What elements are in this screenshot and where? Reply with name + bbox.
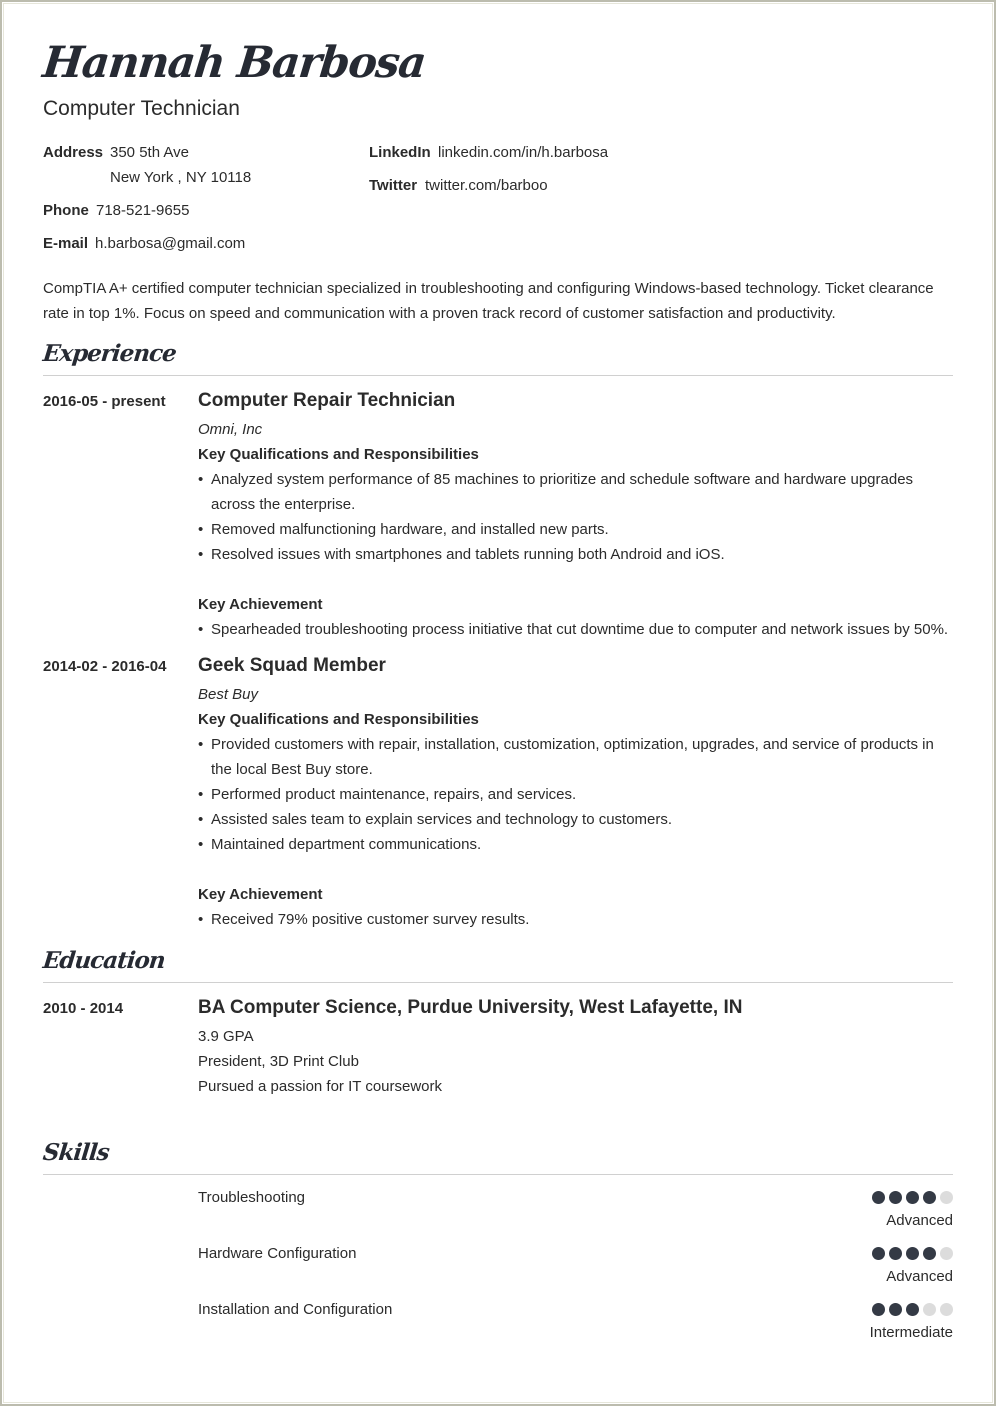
- education-entry: [198, 995, 958, 1099]
- qualifications-heading: Key Qualifications and Responsibilities: [198, 446, 479, 463]
- linkedin-value: linkedin.com/in/h.barbosa: [438, 144, 609, 161]
- responsibility-list: [198, 467, 958, 567]
- list-item: • Resolved issues with smartphones and tablets running both Android and iOS.: [198, 542, 958, 567]
- list-item: • Assisted sales team to explain services and technology to customers.: [198, 807, 958, 832]
- achievement-heading: Key Achievement: [198, 596, 323, 613]
- skill-rating: [872, 1247, 953, 1260]
- education-detail: 3.9 GPA: [198, 1028, 254, 1045]
- rating-dot-filled: [872, 1247, 885, 1260]
- rating-dot-filled: [906, 1247, 919, 1260]
- profile-summary: CompTIA A+ certified computer technician specialized in troubleshooting and configuring Windows-based technology. Ticket clearance rate in top 1%. Focus on speed and communication with a proven track record of customer satisfaction and productivity.: [43, 280, 934, 322]
- education-heading: Education: [41, 947, 167, 974]
- rating-dot-empty: [940, 1247, 953, 1260]
- list-item: • Provided customers with repair, installation, customization, optimization, upgrades, and service of products in the local Best Buy store.: [198, 732, 958, 782]
- skill-name: Hardware Configuration: [198, 1245, 357, 1262]
- address-line2: New York , NY 10118: [110, 169, 252, 186]
- achievement-list: [198, 907, 958, 932]
- list-item: • Performed product maintenance, repairs, and services.: [198, 782, 958, 807]
- skill-rating: [872, 1303, 953, 1316]
- job-entry: [198, 388, 958, 642]
- rating-dot-empty: [923, 1303, 936, 1316]
- education-divider: [43, 982, 953, 983]
- rating-dot-filled: [872, 1303, 885, 1316]
- rating-dot-filled: [889, 1191, 902, 1204]
- degree-title: BA Computer Science, Purdue University, West Lafayette, IN: [198, 997, 743, 1018]
- achievement-heading: Key Achievement: [198, 886, 323, 903]
- rating-dot-filled: [906, 1303, 919, 1316]
- rating-dot-filled: [889, 1303, 902, 1316]
- list-item: • Removed malfunctioning hardware, and installed new parts.: [198, 517, 958, 542]
- skill-level: Intermediate: [869, 1324, 953, 1341]
- email-label: E-mail: [43, 235, 89, 252]
- education-detail: Pursued a passion for IT coursework: [198, 1078, 443, 1095]
- education-detail: President, 3D Print Club: [198, 1053, 359, 1070]
- job-company: Omni, Inc: [198, 421, 263, 438]
- rating-dot-filled: [906, 1191, 919, 1204]
- job-title: Computer Technician: [43, 97, 240, 120]
- phone-label: Phone: [43, 202, 89, 219]
- job-role: Geek Squad Member: [198, 655, 386, 676]
- candidate-name: Hannah Barbosa: [40, 38, 428, 88]
- job-company: Best Buy: [198, 686, 259, 703]
- skills-divider: [43, 1174, 953, 1175]
- skill-rating: [872, 1191, 953, 1204]
- twitter-label: Twitter: [369, 177, 418, 194]
- rating-dot-filled: [923, 1247, 936, 1260]
- skill-name: Installation and Configuration: [198, 1301, 393, 1318]
- address-line1: 350 5th Ave: [110, 144, 189, 161]
- rating-dot-empty: [940, 1191, 953, 1204]
- responsibility-list: [198, 732, 958, 857]
- phone-value: 718-521-9655: [96, 202, 190, 219]
- skill-name: Troubleshooting: [198, 1189, 306, 1206]
- job-dates: 2016-05 - present: [43, 393, 166, 410]
- job-entry: [198, 653, 958, 932]
- rating-dot-empty: [940, 1303, 953, 1316]
- list-item: • Analyzed system performance of 85 machines to prioritize and schedule software and hardware upgrades across the enterprise.: [198, 467, 958, 517]
- qualifications-heading: Key Qualifications and Responsibilities: [198, 711, 479, 728]
- experience-divider: [43, 375, 953, 376]
- experience-heading: Experience: [41, 340, 178, 367]
- twitter-value: twitter.com/barboo: [425, 177, 548, 194]
- list-item: • Received 79% positive customer survey results.: [198, 907, 958, 932]
- address-label: Address: [43, 144, 104, 161]
- list-item: • Maintained department communications.: [198, 832, 958, 857]
- rating-dot-filled: [889, 1247, 902, 1260]
- email-value: h.barbosa@gmail.com: [95, 235, 246, 252]
- skill-level: Advanced: [886, 1268, 953, 1285]
- job-role: Computer Repair Technician: [198, 390, 456, 411]
- skill-level: Advanced: [886, 1212, 953, 1229]
- rating-dot-filled: [872, 1191, 885, 1204]
- list-item: • Spearheaded troubleshooting process initiative that cut downtime due to computer and network issues by 50%.: [198, 617, 958, 642]
- achievement-list: [198, 617, 958, 642]
- job-dates: 2014-02 - 2016-04: [43, 658, 167, 675]
- linkedin-label: LinkedIn: [369, 144, 431, 161]
- education-dates: 2010 - 2014: [43, 1000, 124, 1017]
- skills-heading: Skills: [41, 1139, 111, 1166]
- rating-dot-filled: [923, 1191, 936, 1204]
